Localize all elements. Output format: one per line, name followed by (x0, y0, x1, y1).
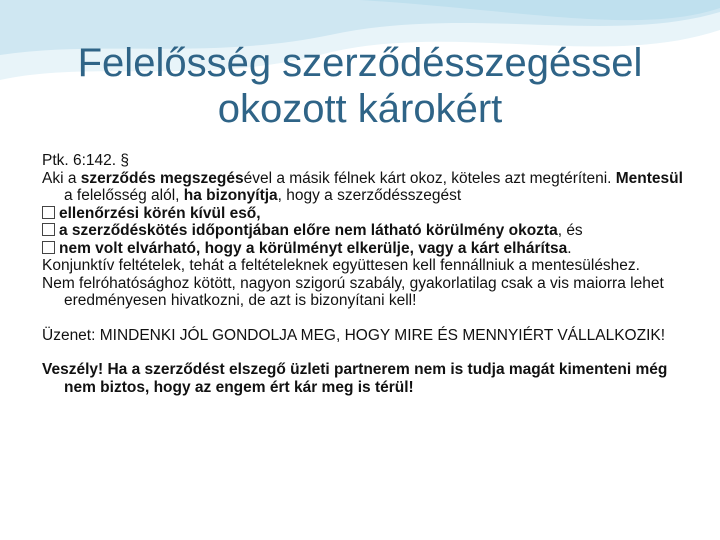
checkbox-icon (42, 241, 55, 254)
text-run: a felelősség alól, (64, 187, 184, 204)
paragraph-liability (42, 170, 692, 205)
checkbox-icon (42, 206, 55, 219)
paragraph-strict-rule: Nem felróhatósághoz kötött, nagyon szigorú szabály, gyakorlatilag csak a vis maiorra lehet eredményesen hivatkozni, de azt is bizonyítani kell! (42, 274, 664, 309)
spacer (42, 310, 692, 327)
title-line-1: Felelősség szerződésszegéssel (77, 41, 643, 85)
paragraph-warning (42, 361, 692, 396)
warning-text: Veszély! Ha a szerződést elszegő üzleti partnerem nem is tudja magát kimenteni még nem biztos, hogy az engem ért kár meg is térül! (42, 361, 668, 396)
text-run: Aki a (42, 169, 81, 187)
bullet-item-2 (42, 222, 692, 240)
text-run: , és (557, 222, 583, 239)
text-run: , hogy a szerződésszegést (277, 187, 462, 204)
title-line-2: okozott károkért (217, 87, 503, 131)
slide-title (20, 40, 700, 132)
slide-body (42, 152, 692, 396)
text-run: . (567, 239, 572, 257)
text-run-bold: Mentesül (615, 169, 683, 187)
paragraph-law-ref: Ptk. 6:142. § (42, 152, 130, 169)
paragraph-conjunctive: Konjunktív feltételek, tehát a feltételeknek együttesen kell fennállniuk a mentesüléshez. (42, 257, 640, 274)
text-run-bold: szerződés megszegés (80, 169, 244, 187)
bullet-item-1 (42, 205, 692, 223)
spacer (42, 344, 692, 361)
bullet-text: nem volt elvárható, hogy a körülményt elkerülje, vagy a kárt elhárítsa (59, 239, 568, 257)
bullet-item-3 (42, 240, 692, 258)
bullet-text: a szerződéskötés időpontjában előre nem látható körülmény okozta (59, 222, 558, 239)
text-run-bold: ha bizonyítja (183, 187, 278, 204)
paragraph-message: Üzenet: MINDENKI JÓL GONDOLJA MEG, HOGY MIRE ÉS MENNYIÉRT VÁLLALKOZIK! (42, 326, 666, 344)
bullet-text: ellenőrzési körén kívül eső, (59, 204, 261, 222)
text-run: ével a másik félnek kárt okoz, köteles azt megtéríteni. (243, 169, 616, 187)
checkbox-icon (42, 223, 55, 236)
